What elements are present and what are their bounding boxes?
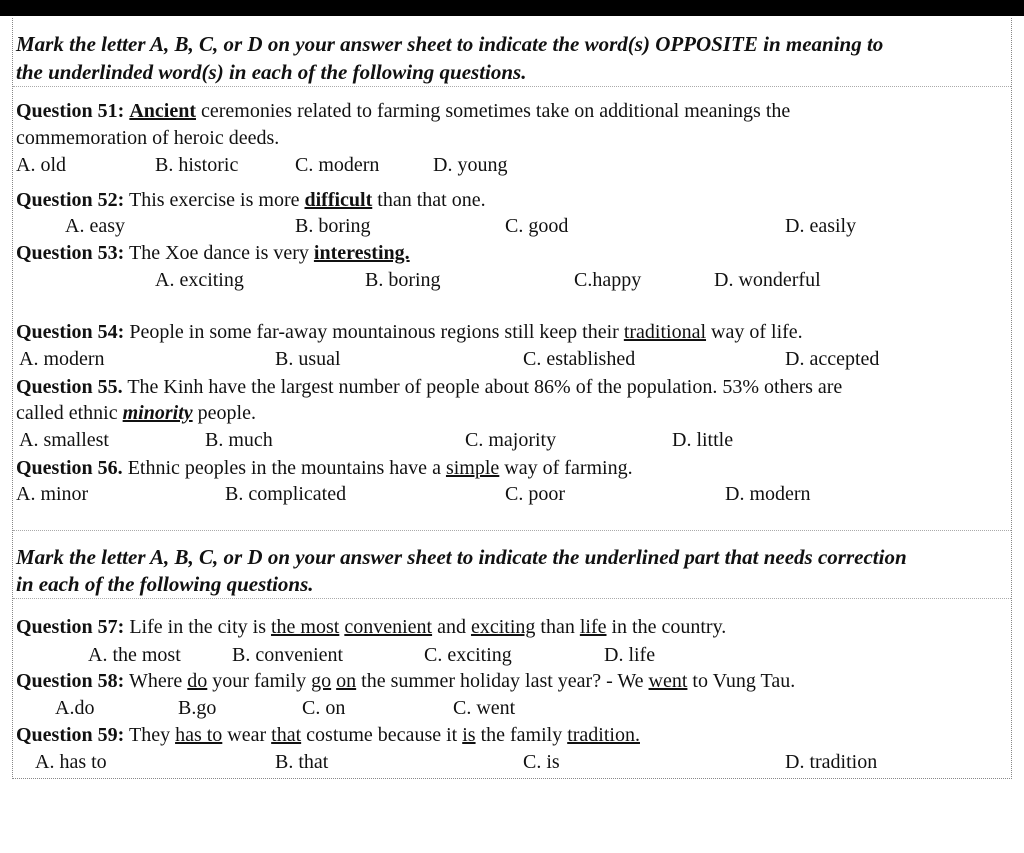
question-text: costume because it — [301, 724, 463, 746]
question-text: people. — [192, 402, 256, 424]
underlined-word: minority — [122, 402, 193, 424]
q52-option-b[interactable]: B. boring — [295, 215, 371, 237]
q53-option-d[interactable]: D. wonderful — [714, 269, 821, 291]
underlined-part: has to — [175, 724, 223, 746]
q57-option-c[interactable]: C. exciting — [424, 644, 512, 666]
question-number: Question 59: — [16, 724, 125, 746]
underlined-part: that — [271, 724, 302, 746]
q55-option-d[interactable]: D. little — [672, 429, 734, 451]
underlined-part: convenient — [344, 616, 433, 638]
question-text: the summer holiday last year? - We — [356, 670, 649, 692]
question-text: Where — [124, 670, 188, 692]
q55-option-c[interactable]: C. majority — [465, 429, 557, 451]
q51-option-d[interactable]: D. young — [433, 154, 508, 176]
question-number: Question 54: — [16, 321, 125, 343]
question-number: Question 58: — [16, 670, 125, 692]
question-51-cont: commemoration of heroic deeds. — [16, 127, 280, 149]
question-58 — [16, 669, 795, 693]
q56-option-b[interactable]: B. complicated — [225, 483, 347, 505]
question-59 — [16, 723, 640, 747]
q54-option-c[interactable]: C. established — [523, 348, 636, 370]
q56-option-a[interactable]: A. minor — [16, 483, 89, 505]
q59-option-b[interactable]: B. that — [275, 751, 329, 773]
q57-option-b[interactable]: B. convenient — [232, 644, 344, 666]
question-number: Question 56. — [16, 457, 123, 479]
question-57 — [16, 615, 726, 639]
q58-option-a[interactable]: A.do — [55, 697, 95, 719]
question-text: than that one. — [372, 189, 486, 211]
underlined-word: difficult — [304, 189, 373, 211]
q53-option-c[interactable]: C.happy — [574, 269, 642, 291]
underlined-word: interesting. — [313, 242, 410, 264]
section1-instruction: Mark the letter A, B, C, or D on your answer sheet to indicate the word(s) OPPOSITE in meaning to — [16, 32, 884, 56]
question-53 — [16, 241, 410, 265]
question-text: Life in the city is — [124, 616, 271, 638]
underlined-part: went — [648, 670, 688, 692]
question-text: This exercise is more — [124, 189, 305, 211]
q55-option-b[interactable]: B. much — [205, 429, 273, 451]
underlined-part: the most — [270, 616, 340, 638]
question-text: to Vung Tau. — [687, 670, 796, 692]
q52-option-a[interactable]: A. easy — [65, 215, 125, 237]
q52-option-c[interactable]: C. good — [505, 215, 569, 237]
q58-option-b[interactable]: B.go — [178, 697, 217, 719]
section2-instruction-cont: in each of the following questions. — [16, 572, 314, 596]
q53-option-a[interactable]: A. exciting — [155, 269, 244, 291]
q58-option-d[interactable]: C. went — [453, 697, 516, 719]
question-text: and — [432, 616, 471, 638]
question-52 — [16, 188, 486, 212]
q52-option-d[interactable]: D. easily — [785, 215, 857, 237]
question-number: Question 57: — [16, 616, 125, 638]
underlined-part: is — [462, 724, 476, 746]
question-number: Question 53: — [16, 242, 125, 264]
question-text: way of farming. — [499, 457, 633, 479]
question-text: Ethnic peoples in the mountains have a — [122, 457, 446, 479]
section2-instruction: Mark the letter A, B, C, or D on your answer sheet to indicate the underlined part that needs correction — [16, 545, 907, 569]
q54-option-a[interactable]: A. modern — [19, 348, 105, 370]
question-number: Question 55. — [16, 376, 123, 398]
question-text: wear — [222, 724, 272, 746]
q56-option-c[interactable]: C. poor — [505, 483, 565, 505]
q54-option-d[interactable]: D. accepted — [785, 348, 880, 370]
question-text: The Kinh have the largest number of people about 86% of the population. 53% others are — [122, 376, 843, 398]
q59-option-c[interactable]: C. is — [523, 751, 560, 773]
question-54 — [16, 320, 803, 344]
question-55-cont — [16, 401, 256, 425]
underlined-word: Ancient — [129, 100, 197, 122]
question-text: the family — [475, 724, 568, 746]
q54-option-b[interactable]: B. usual — [275, 348, 341, 370]
q55-option-a[interactable]: A. smallest — [19, 429, 109, 451]
question-text: They — [124, 724, 176, 746]
question-text: way of life. — [706, 321, 803, 343]
question-text: your family — [207, 670, 312, 692]
question-text: ceremonies related to farming sometimes take on additional meanings the — [196, 100, 791, 122]
q58-option-c[interactable]: C. on — [302, 697, 346, 719]
divider — [13, 86, 1011, 87]
underlined-part: tradition. — [567, 724, 640, 746]
divider — [13, 598, 1011, 599]
q59-option-d[interactable]: D. tradition — [785, 751, 878, 773]
top-black-bar — [0, 0, 1024, 16]
question-51 — [16, 99, 790, 123]
question-text: in the country. — [606, 616, 727, 638]
question-number: Question 52: — [16, 189, 125, 211]
underlined-word: simple — [445, 457, 500, 479]
underlined-part: do — [187, 670, 208, 692]
question-56 — [16, 456, 633, 480]
question-text: People in some far-away mountainous regions still keep their — [124, 321, 624, 343]
underlined-part: exciting — [470, 616, 536, 638]
divider — [13, 530, 1011, 531]
q53-option-b[interactable]: B. boring — [365, 269, 441, 291]
q51-option-c[interactable]: C. modern — [295, 154, 380, 176]
q57-option-a[interactable]: A. the most — [88, 644, 181, 666]
q51-option-b[interactable]: B. historic — [155, 154, 239, 176]
question-number: Question 51: — [16, 100, 125, 122]
q51-option-a[interactable]: A. old — [16, 154, 66, 176]
underlined-word: traditional — [623, 321, 707, 343]
underlined-part: on — [336, 670, 357, 692]
q57-option-d[interactable]: D. life — [604, 644, 656, 666]
q59-option-a[interactable]: A. has to — [35, 751, 107, 773]
question-text: The Xoe dance is very — [124, 242, 314, 264]
q56-option-d[interactable]: D. modern — [725, 483, 811, 505]
question-text: called ethnic — [16, 402, 123, 424]
question-55 — [16, 375, 842, 399]
underlined-part: life — [579, 616, 607, 638]
question-text: than — [535, 616, 580, 638]
underlined-part: go — [311, 670, 332, 692]
section1-instruction-cont: the underlinded word(s) in each of the following questions. — [16, 60, 527, 84]
